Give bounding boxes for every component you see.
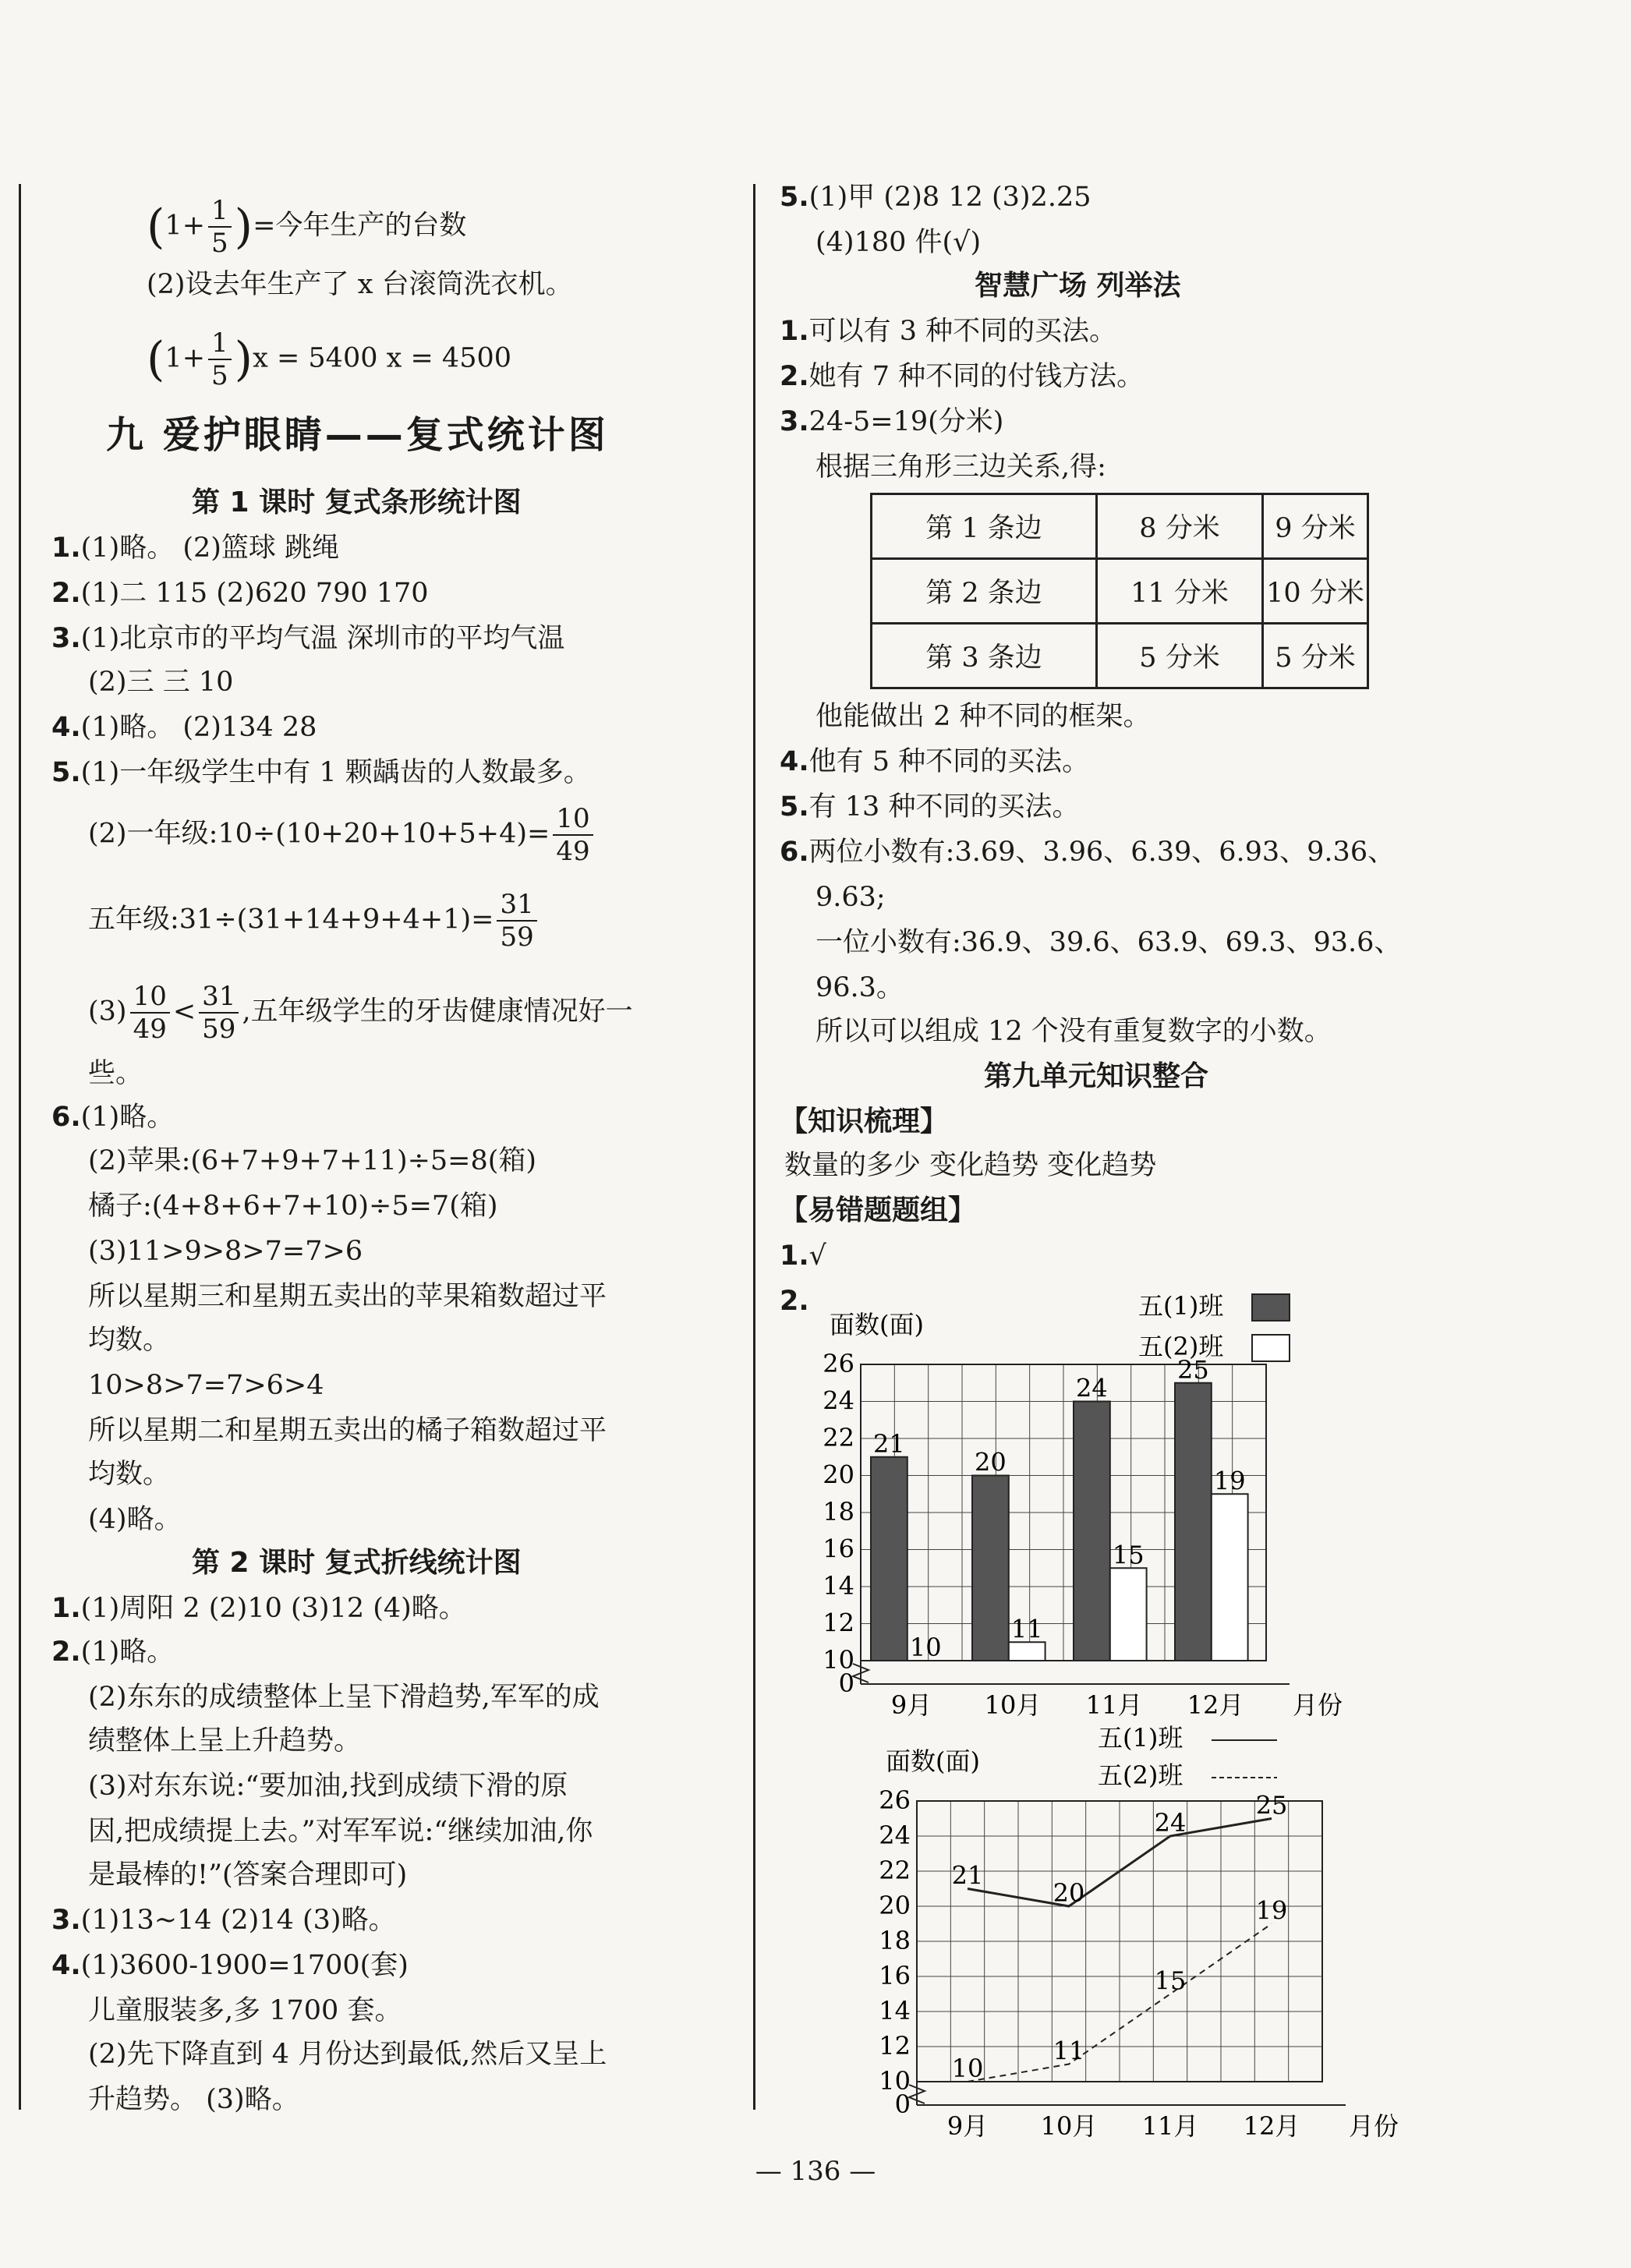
table-row xyxy=(872,559,1368,624)
bar xyxy=(1009,1642,1045,1661)
bar xyxy=(1110,1568,1147,1661)
answer-line: (2)一年级:10÷(10+20+10+5+4)= $\frac{10}{49}$ xyxy=(88,803,596,867)
answer-line: 所以可以组成 12 个没有重复数字的小数。 xyxy=(816,1016,1332,1047)
bar-value-label: 15 xyxy=(1112,1540,1145,1570)
answer-line: (2)东东的成绩整体上呈下滑趋势,军军的成 xyxy=(88,1682,600,1713)
answer-line: (2)设去年生产了 x 台滚筒洗衣机。 xyxy=(147,269,573,300)
table-cell: 11 分米 xyxy=(1097,559,1263,624)
point-value-label: 19 xyxy=(1255,1895,1288,1926)
y-tick-label: 16 xyxy=(879,1961,911,1990)
point-value-label: 10 xyxy=(951,2054,984,2083)
y-axis-label: 面数(面) xyxy=(830,1310,924,1339)
legend-swatch xyxy=(1252,1335,1290,1361)
answer-line: 10>8>7=7>6>4 xyxy=(88,1370,324,1401)
y-tick-label: 20 xyxy=(879,1891,911,1920)
x-axis-label: 月份 xyxy=(1293,1690,1343,1720)
bar xyxy=(1175,1383,1212,1661)
answer-line: 所以星期三和星期五卖出的苹果箱数超过平 xyxy=(88,1281,607,1312)
bar xyxy=(1074,1402,1110,1661)
answer-line: (2)先下降直到 4 月份达到最低,然后又呈上 xyxy=(88,2039,607,2070)
answer-line: 一位小数有:36.9、39.6、63.9、69.3、93.6、 xyxy=(816,927,1402,958)
table-row xyxy=(872,624,1368,688)
answer-line: 橘子:(4+8+6+7+10)÷5=7(箱) xyxy=(88,1191,498,1222)
legend-swatch xyxy=(1252,1294,1290,1321)
double-line-chart xyxy=(864,1715,1399,2141)
point-value-label: 11 xyxy=(1053,2036,1085,2066)
formula-line-2: (1+ $\frac{1}{5}$ )x = 5400 x = 4500 xyxy=(147,327,511,391)
y-tick-label: 12 xyxy=(823,1608,854,1638)
bar-value-label: 21 xyxy=(873,1428,905,1459)
axis-break-mark xyxy=(909,2085,925,2103)
answer-line: 1.可以有 3 种不同的买法。 xyxy=(780,316,1117,347)
table-cell: 10 分米 xyxy=(1263,559,1368,624)
bar-value-label: 19 xyxy=(1213,1466,1246,1496)
answer-line: 均数。 xyxy=(88,1325,171,1356)
answer-line: 他能做出 2 种不同的框架。 xyxy=(816,701,1151,732)
unit-title: 九 爱护眼睛——复式统计图 xyxy=(106,413,609,457)
formula-line-1: (1+ $\frac{1}{5}$ )=今年生产的台数 xyxy=(147,195,467,259)
axis-break-mark xyxy=(853,1664,869,1682)
answer-line: 6.(1)略。 xyxy=(51,1102,175,1133)
y-tick-label: 24 xyxy=(823,1385,854,1416)
y-tick-label: 10 xyxy=(823,1645,854,1675)
y-tick-label: 12 xyxy=(879,2031,911,2061)
y-tick-label: 24 xyxy=(879,1820,911,1850)
left-margin-rule xyxy=(19,184,21,2110)
bar-value-label: 24 xyxy=(1076,1373,1108,1403)
y-tick-label: 18 xyxy=(879,1926,911,1955)
y-tick-label: 0 xyxy=(894,2089,911,2119)
answer-line: (3)11>9>8>7=7>6 xyxy=(88,1236,363,1267)
point-value-label: 25 xyxy=(1255,1790,1288,1820)
answer-line: (2)三 三 10 xyxy=(88,667,234,698)
answer-line: (3) $\frac{10}{49}$ < $\frac{31}{59}$ ,五年级学生的牙齿健康情况好一 xyxy=(88,981,633,1045)
wisdom-title: 智慧广场 列举法 xyxy=(975,270,1181,302)
x-tick-label: 10月 xyxy=(1040,2111,1098,2141)
summary-title: 第九单元知识整合 xyxy=(984,1060,1209,1092)
answer-line: (4)略。 xyxy=(88,1504,182,1535)
y-tick-label: 14 xyxy=(823,1571,854,1601)
answer-line: 3.24-5=19(分米) xyxy=(780,406,1004,437)
answer-line: 96.3。 xyxy=(816,972,904,1003)
answer-line: 均数。 xyxy=(88,1459,171,1490)
lesson-2-title: 第 2 课时 复式折线统计图 xyxy=(192,1547,522,1579)
y-tick-label: 16 xyxy=(823,1534,854,1564)
point-value-label: 24 xyxy=(1154,1808,1187,1838)
answer-line: 4.(1)略。 (2)134 28 xyxy=(51,712,317,743)
y-tick-label: 10 xyxy=(879,2066,911,2096)
answer-line: 根据三角形三边关系,得: xyxy=(816,451,1106,483)
answer-line: 6.两位小数有:3.69、3.96、6.39、6.93、9.36、 xyxy=(780,837,1396,868)
answer-line: 是最棒的!”(答案合理即可) xyxy=(88,1859,408,1891)
answer-line: 儿童服装多,多 1700 套。 xyxy=(88,1995,402,2026)
table-cell: 8 分米 xyxy=(1097,494,1263,559)
answer-line: 1.(1)周阳 2 (2)10 (3)12 (4)略。 xyxy=(51,1593,466,1624)
answer-line: (3)对东东说:“要加油,找到成绩下滑的原 xyxy=(88,1771,568,1802)
answer-line: 2.她有 7 种不同的付钱方法。 xyxy=(780,361,1145,392)
y-tick-label: 26 xyxy=(823,1349,854,1378)
answer-line: (2)苹果:(6+7+9+7+11)÷5=8(箱) xyxy=(88,1145,537,1176)
answer-line: 绩整体上呈上升趋势。 xyxy=(88,1725,362,1757)
y-tick-label: 26 xyxy=(879,1785,911,1815)
bar xyxy=(871,1457,907,1661)
x-tick-label: 11月 xyxy=(1085,1690,1143,1720)
error-group-heading: 【易错题题组】 xyxy=(780,1194,977,1226)
table-cell: 5 分米 xyxy=(1097,624,1263,688)
column-divider xyxy=(753,184,755,2110)
answer-line: 五年级:31÷(31+14+9+4+1)= $\frac{31}{59}$ xyxy=(88,889,540,953)
answer-line: 5.有 13 种不同的买法。 xyxy=(780,791,1080,823)
y-tick-label: 22 xyxy=(823,1423,854,1452)
legend-label: 五(2)班 xyxy=(1138,1332,1224,1361)
answer-line: 升趋势。 (3)略。 xyxy=(88,2084,299,2115)
answer-line: 2.(1)二 115 (2)620 790 170 xyxy=(51,578,429,609)
knowledge-heading: 【知识梳理】 xyxy=(780,1106,949,1138)
answer-line: 3.(1)北京市的平均气温 深圳市的平均气温 xyxy=(51,623,565,654)
x-tick-label: 9月 xyxy=(890,1690,932,1720)
answer-line: 9.63; xyxy=(816,882,886,913)
legend-label: 五(1)班 xyxy=(1138,1291,1224,1321)
x-tick-label: 12月 xyxy=(1187,1690,1244,1720)
bar-value-label: 10 xyxy=(909,1633,942,1662)
lesson-1-title: 第 1 课时 复式条形统计图 xyxy=(192,487,522,518)
x-tick-label: 12月 xyxy=(1243,2111,1300,2141)
y-tick-label: 22 xyxy=(879,1856,911,1885)
answer-line: 1.(1)略。 (2)篮球 跳绳 xyxy=(51,533,340,564)
x-tick-label: 10月 xyxy=(984,1690,1042,1720)
answer-line: 数量的多少 变化趋势 变化趋势 xyxy=(784,1150,1157,1181)
legend-label: 五(1)班 xyxy=(1098,1723,1183,1753)
table-cell: 5 分米 xyxy=(1263,624,1368,688)
table-cell: 第 3 条边 xyxy=(872,624,1097,688)
answer-line: 所以星期二和星期五卖出的橘子箱数超过平 xyxy=(88,1415,607,1446)
answer-line: 5.(1)一年级学生中有 1 颗龋齿的人数最多。 xyxy=(51,757,591,788)
x-tick-label: 9月 xyxy=(946,2111,989,2141)
double-bar-chart xyxy=(811,1279,1343,1720)
answer-line: 1.√ xyxy=(780,1240,826,1272)
y-tick-label: 14 xyxy=(879,1996,911,2026)
y-tick-label: 20 xyxy=(823,1460,854,1490)
bar xyxy=(972,1476,1009,1661)
legend-label: 五(2)班 xyxy=(1098,1760,1183,1790)
y-tick-label: 0 xyxy=(838,1668,854,1698)
triangle-sides-table xyxy=(870,493,1369,689)
point-value-label: 21 xyxy=(951,1860,984,1891)
answer-line: 3.(1)13~14 (2)14 (3)略。 xyxy=(51,1905,396,1936)
page-number: — 136 — xyxy=(755,2156,876,2187)
bar xyxy=(1212,1494,1248,1661)
bar-value-label: 20 xyxy=(975,1447,1007,1477)
x-tick-label: 11月 xyxy=(1141,2111,1199,2141)
bar-value-label: 11 xyxy=(1010,1614,1043,1644)
y-tick-label: 18 xyxy=(823,1497,854,1527)
answer-line: 4.他有 5 种不同的买法。 xyxy=(780,746,1090,777)
table-cell: 第 1 条边 xyxy=(872,494,1097,559)
answer-line: 4.(1)3600-1900=1700(套) xyxy=(51,1950,409,1981)
answer-line: 5.(1)甲 (2)8 12 (3)2.25 xyxy=(780,182,1091,213)
table-row xyxy=(872,494,1368,559)
answer-line: 些。 xyxy=(88,1058,143,1089)
answer-line: 因,把成绩提上去。”对军军说:“继续加油,你 xyxy=(88,1816,593,1847)
table-cell: 第 2 条边 xyxy=(872,559,1097,624)
y-axis-label: 面数(面) xyxy=(886,1746,980,1776)
answer-line: 2.(1)略。 xyxy=(51,1636,175,1668)
answer-line: 2. xyxy=(780,1286,809,1317)
x-axis-label: 月份 xyxy=(1349,2111,1399,2141)
point-value-label: 20 xyxy=(1053,1878,1085,1908)
table-cell: 9 分米 xyxy=(1263,494,1368,559)
bar-value-label: 25 xyxy=(1177,1354,1209,1385)
point-value-label: 15 xyxy=(1154,1965,1187,1996)
answer-line: (4)180 件(√) xyxy=(816,227,982,258)
